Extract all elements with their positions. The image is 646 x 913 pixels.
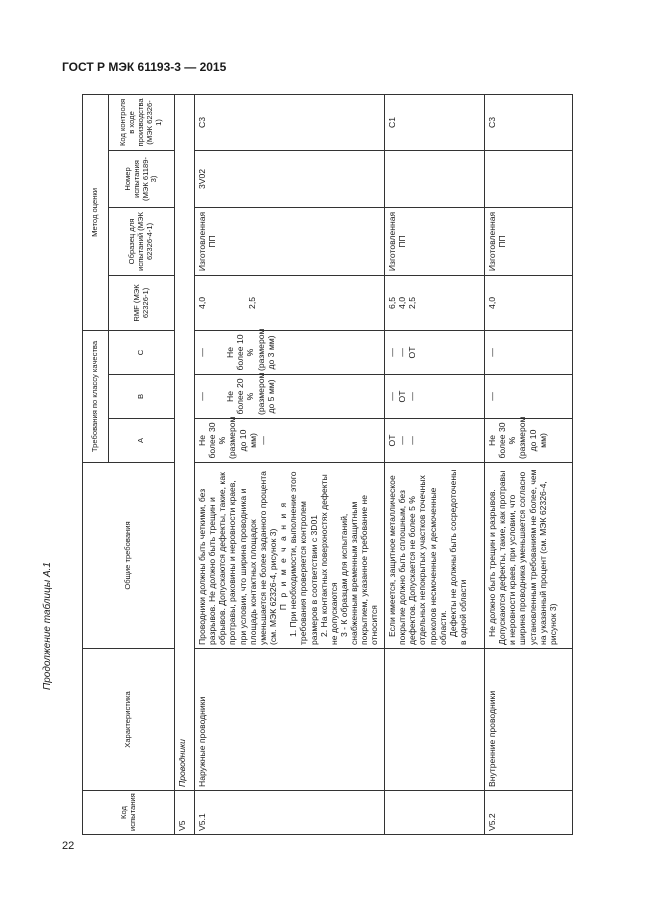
note-item: 2. На контактных поверхностях дефекты не допускаются	[318, 474, 339, 645]
col-req-group-header: Требования по классу качества	[83, 330, 109, 462]
row-characteristic	[385, 649, 485, 791]
class-b-value: —	[485, 375, 573, 419]
col-number-header: Номер испытания (МЭК 61189-3)	[109, 150, 175, 207]
control-code-value: С1	[385, 94, 485, 150]
requirement-text: Если имеется, защитное металлическое покрытие должно быть сплошным, без дефектов. Допускается не более 5 % отдельных непокрытых участков точечных проколов несмоченные и десмоченные области.	[387, 475, 448, 645]
control-code-value: С3	[195, 94, 385, 150]
note-item: 3 - К образцам для испытаний, снабженным временным защитным покрытием, указанное требование не относится	[338, 494, 380, 645]
note-item: 1. При необходимости, выполнение этого требования проверяется контролем размеров в соответствии с 3D01	[288, 471, 319, 645]
sample-value: Изготовленная ПП	[385, 207, 485, 275]
sample-value: Изготовленная ПП	[485, 207, 573, 275]
page-number: 22	[62, 840, 75, 852]
col-code-header: Код испытания	[83, 791, 175, 835]
row-general-requirements	[485, 463, 573, 649]
class-b-value: — ОТ —	[385, 375, 485, 419]
row-code: V5.2	[485, 791, 573, 835]
rotated-table-wrapper	[82, 95, 624, 835]
class-c-value: — Не более 10 % (размером до 3 мм)	[195, 330, 385, 374]
test-number-value: 3V02	[195, 150, 385, 207]
rmf-value: 4,0 2,5	[195, 275, 385, 330]
sample-value: Изготовленная ПП	[195, 207, 385, 275]
document-header: ГОСТ Р МЭК 61193-3 — 2015	[62, 60, 227, 74]
rmf-value: 6,5 4,0 2,5	[385, 275, 485, 330]
requirement-text: Проводники должны быть четкими, без разрывов. Не должно быть трещин и обрывов. Допускаются дефекты, такие, как протравы, раковины и неровности краев, при условии, что ширина проводника и площадь контактных площадок уменьшается не более заданного процента (см. МЭК 62326-4, рисунок 3)	[197, 471, 278, 645]
table-row	[385, 94, 485, 834]
col-sample-header: Образец для испытаний (МЭК 62326-4-1)	[109, 207, 175, 275]
class-a-value: Не более 30 % (размером до 10 мм) —	[195, 419, 385, 463]
row-characteristic: Наружные проводники	[195, 649, 385, 791]
class-b-value: — Не более 20 % (размером до 5 мм)	[195, 375, 385, 419]
row-code: V5.1	[195, 791, 385, 835]
row-characteristic: Внутренние проводники	[485, 649, 573, 791]
col-b-header: В	[109, 375, 175, 419]
test-number-value	[485, 150, 573, 207]
row-general-requirements	[195, 463, 385, 649]
col-general-header: Общие требования	[83, 463, 175, 649]
class-c-value: —	[485, 330, 573, 374]
note-heading: П р и м е ч а н и я	[278, 500, 289, 611]
col-rmf-header: RMF (МЭК 62326-1)	[109, 275, 175, 330]
table-row	[485, 94, 573, 834]
col-c-header: С	[109, 330, 175, 374]
col-control-header: Код контроля в ходе производства (МЭК 62326-1)	[109, 94, 175, 150]
row-general-requirements	[385, 463, 485, 649]
requirement-text: Дефекты не должны быть сосредоточены в одной области	[447, 469, 468, 645]
control-code-value: С3	[485, 94, 573, 150]
section-code: V5	[175, 791, 195, 835]
rmf-value: 4,0	[485, 275, 573, 330]
col-characteristic-header: Характеристика	[83, 649, 175, 791]
requirements-table	[82, 94, 573, 835]
class-a-value: ОТ — —	[385, 419, 485, 463]
class-a-value: Не более 30 % (размером до 10 мм)	[485, 419, 573, 463]
col-method-header: Метод оценки	[83, 94, 109, 330]
table-row	[195, 94, 385, 834]
class-c-value: — — ОТ	[385, 330, 485, 374]
requirement-text: Не должно быть трещин и разрывов. Допускаются дефекты, такие, как протравы и неровности краев, при условии, что ширина проводника уменьшается согласно установленным требованиям не более, чем на указанный процент (см. МЭК 62326-4, рисунок 3)	[487, 469, 558, 645]
row-code	[385, 791, 485, 835]
table-continuation-caption: Продолжение таблицы А.1	[42, 562, 53, 690]
section-title: Проводники	[175, 94, 195, 790]
col-a-header: А	[109, 419, 175, 463]
test-number-value	[385, 150, 485, 207]
section-row	[175, 94, 195, 834]
